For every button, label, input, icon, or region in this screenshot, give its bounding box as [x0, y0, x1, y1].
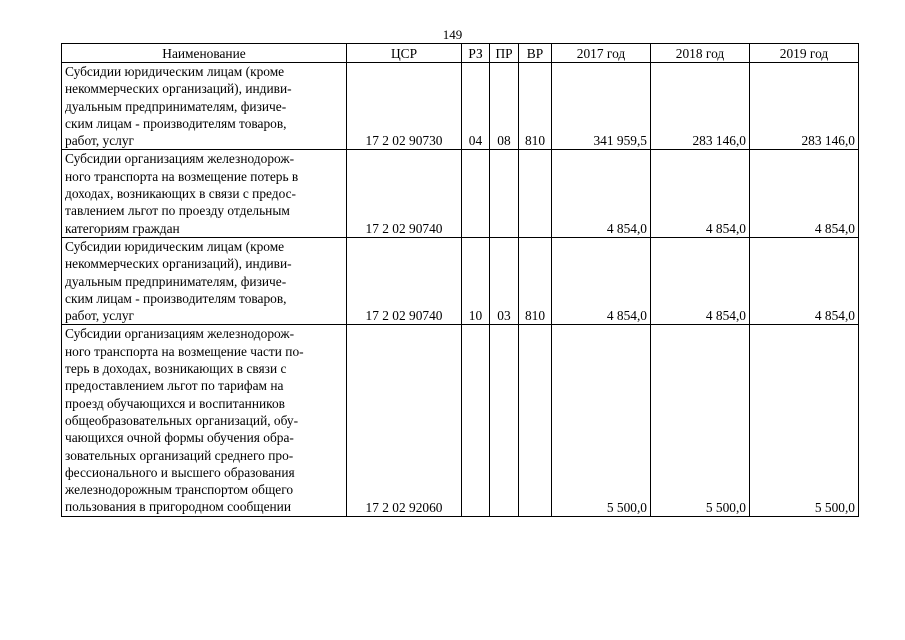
- row-name-line: дуальным предпринимателям, физиче-: [65, 98, 287, 114]
- row-2018-cell: 4 854,0: [651, 237, 750, 324]
- budget-table: [61, 43, 859, 517]
- row-2019-cell: 5 500,0: [750, 325, 859, 516]
- row-rz-cell: [462, 150, 490, 237]
- row-name-line: Субсидии организациям железнодорож-: [65, 151, 295, 167]
- row-name-line: Субсидии юридическим лицам (кроме: [65, 238, 285, 254]
- header-2017: 2017 год: [552, 44, 651, 63]
- row-name-line: ного транспорта на возмещение потерь в: [65, 168, 299, 184]
- row-rz-cell: 10: [462, 237, 490, 324]
- row-rz-cell: 04: [462, 63, 490, 150]
- row-2018-cell: 283 146,0: [651, 63, 750, 150]
- row-csr-cell: 17 2 02 92060: [347, 325, 462, 516]
- row-pr-cell: [490, 325, 519, 516]
- row-2018-cell: 4 854,0: [651, 150, 750, 237]
- row-pr-cell: [490, 150, 519, 237]
- row-vr-cell: [519, 150, 552, 237]
- row-name-line: некоммерческих организаций), индиви-: [65, 256, 292, 272]
- row-name-cell: [62, 325, 347, 516]
- row-name-line: доходах, возникающих в связи с предос-: [65, 186, 297, 202]
- row-name-line: Субсидии юридическим лицам (кроме: [65, 64, 285, 79]
- row-name-line: зовательных организаций среднего про-: [65, 447, 294, 463]
- row-name-line: ским лицам - производителям товаров,: [65, 290, 287, 306]
- row-name-line: пользования в пригородном сообщении: [65, 499, 292, 515]
- header-vr: ВР: [519, 44, 552, 63]
- row-vr-cell: [519, 325, 552, 516]
- row-2018-cell: 5 500,0: [651, 325, 750, 516]
- row-name-line: некоммерческих организаций), индиви-: [65, 81, 292, 97]
- row-2017-cell: 5 500,0: [552, 325, 651, 516]
- row-2019-cell: 4 854,0: [750, 237, 859, 324]
- row-pr-cell: 03: [490, 237, 519, 324]
- row-rz-cell: [462, 325, 490, 516]
- table-row: [62, 237, 859, 324]
- row-name-line: категориям граждан: [65, 220, 180, 236]
- row-name-line: проезд обучающихся и воспитанников: [65, 395, 285, 411]
- row-vr-cell: 810: [519, 63, 552, 150]
- row-csr-cell: 17 2 02 90740: [347, 150, 462, 237]
- row-name-line: чающихся очной формы обучения обра-: [65, 430, 294, 446]
- header-2019: 2019 год: [750, 44, 859, 63]
- row-csr-cell: 17 2 02 90740: [347, 237, 462, 324]
- row-name-line: тавлением льгот по проезду отдельным: [65, 203, 290, 219]
- row-2017-cell: 341 959,5: [552, 63, 651, 150]
- row-name-line: терь в доходах, возникающих в связи с: [65, 361, 287, 377]
- row-csr-cell: 17 2 02 90730: [347, 63, 462, 150]
- row-2017-cell: 4 854,0: [552, 237, 651, 324]
- row-2019-cell: 283 146,0: [750, 63, 859, 150]
- row-name-cell: [62, 150, 347, 237]
- row-name-cell: [62, 237, 347, 324]
- row-name-line: общеобразовательных организаций, обу-: [65, 412, 299, 428]
- table-header-row: [62, 44, 859, 63]
- table-row: [62, 150, 859, 237]
- row-2019-cell: 4 854,0: [750, 150, 859, 237]
- table-row: [62, 325, 859, 516]
- header-csr: ЦСР: [347, 44, 462, 63]
- row-name-line: ским лицам - производителям товаров,: [65, 115, 287, 131]
- header-name: Наименование: [62, 44, 347, 63]
- row-name-line: ного транспорта на возмещение части по-: [65, 343, 304, 359]
- row-name-line: фессионального и высшего образования: [65, 464, 295, 480]
- row-vr-cell: 810: [519, 237, 552, 324]
- row-2017-cell: 4 854,0: [552, 150, 651, 237]
- page-number: 149: [442, 27, 463, 42]
- header-pr: ПР: [490, 44, 519, 63]
- header-2018: 2018 год: [651, 44, 750, 63]
- row-name-line: работ, услуг: [65, 133, 135, 149]
- row-name-line: железнодорожным транспортом общего: [65, 482, 294, 498]
- row-name-line: дуальным предпринимателям, физиче-: [65, 273, 287, 289]
- table-row: [62, 63, 859, 150]
- row-name-line: предоставлением льгот по тарифам на: [65, 378, 284, 394]
- row-name-line: Субсидии организациям железнодорож-: [65, 326, 295, 342]
- row-pr-cell: 08: [490, 63, 519, 150]
- row-name-line: работ, услуг: [65, 308, 135, 324]
- header-rz: РЗ: [462, 44, 490, 63]
- row-name-cell: [62, 63, 347, 150]
